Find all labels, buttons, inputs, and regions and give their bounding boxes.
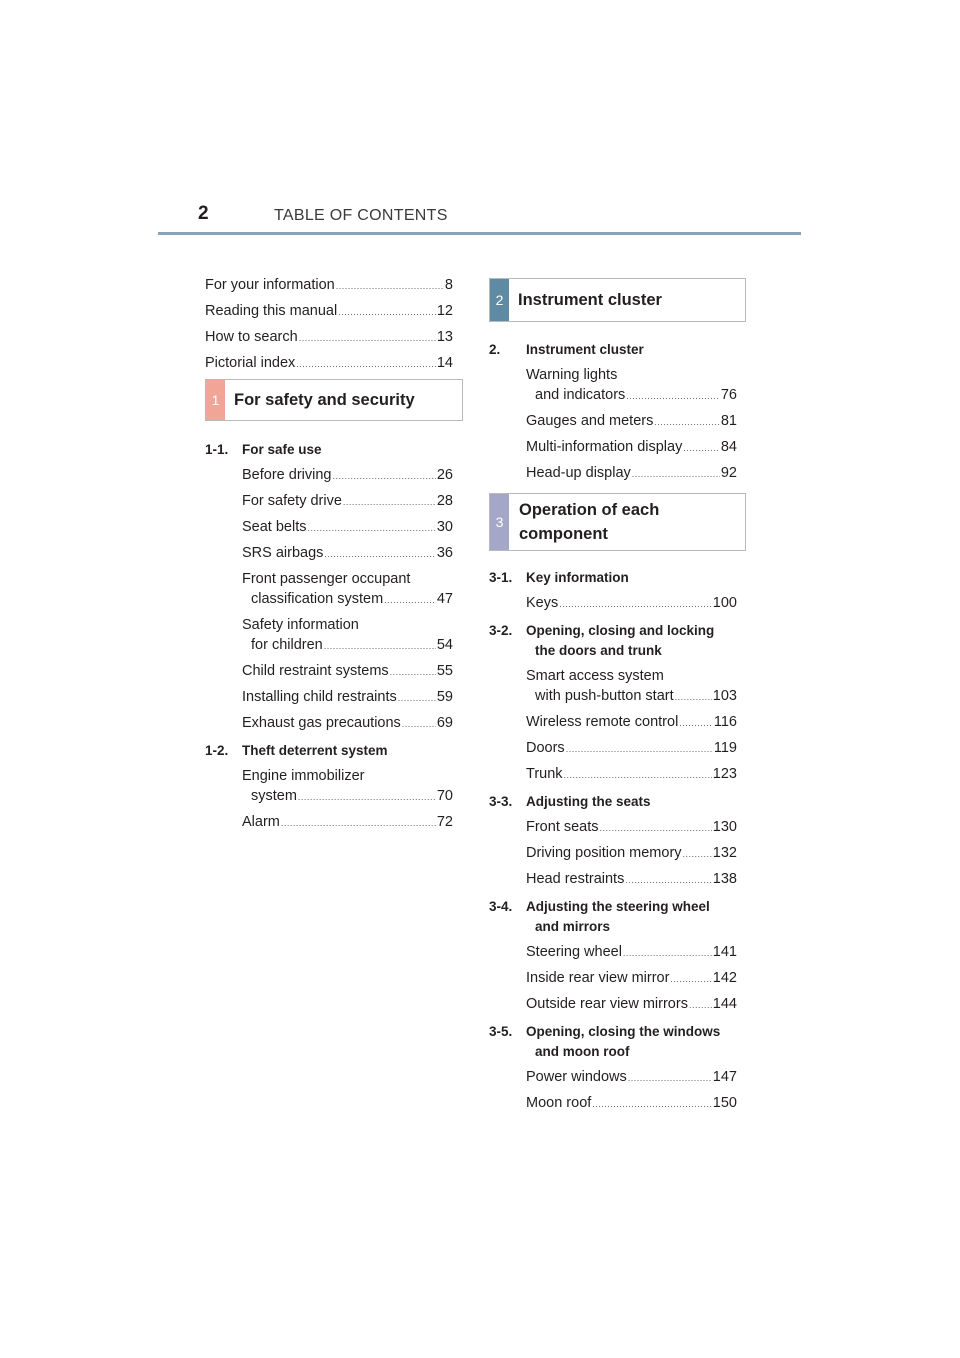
chapter-3-2 [489, 621, 746, 785]
toc-entry[interactable]: Head-up display ..... 92 [526, 463, 737, 484]
toc-entry[interactable]: Trunk ..... 123 [526, 764, 737, 785]
toc-entry[interactable]: Outside rear view mirrors ..... 144 [526, 994, 737, 1015]
section-title: Instrument cluster [518, 291, 662, 309]
toc-entry[interactable]: Safety information for children ..... 54 [242, 615, 453, 656]
section-title: For safety and security [234, 391, 415, 409]
section-header-3[interactable] [489, 493, 746, 551]
toc-entry[interactable]: Front passenger occupant classification system ..... 47 [242, 569, 453, 610]
chapter-3-3 [489, 792, 746, 890]
chapter-heading[interactable]: 3-1. Key information [489, 570, 629, 585]
header-rule [158, 232, 801, 235]
toc-entry[interactable]: Pictorial index ..... 14 [205, 353, 453, 374]
toc-entry[interactable]: How to search ..... 13 [205, 327, 453, 348]
toc-entry[interactable]: Warning lights and indicators ..... 76 [526, 365, 737, 406]
toc-entry[interactable]: Power windows ..... 147 [526, 1067, 737, 1088]
intro-list [205, 275, 453, 374]
chapter-heading[interactable]: 1-2. Theft deterrent system [205, 743, 388, 758]
section-title: Operation of each component [519, 501, 660, 543]
section-header-2[interactable] [489, 278, 746, 322]
toc-entry[interactable]: Doors ..... 119 [526, 738, 737, 759]
toc-entry[interactable]: Keys ..... 100 [526, 593, 737, 614]
toc-entry[interactable]: For safety drive ..... 28 [242, 491, 453, 512]
section-number-tab: 3 [490, 494, 509, 550]
toc-entry[interactable]: Smart access system with push-button start ..... 103 [526, 666, 737, 707]
toc-entry[interactable]: Child restraint systems ..... 55 [242, 661, 453, 682]
toc-entry[interactable]: Front seats ..... 130 [526, 817, 737, 838]
toc-entry[interactable]: SRS airbags ..... 36 [242, 543, 453, 564]
toc-entry[interactable]: Steering wheel ..... 141 [526, 942, 737, 963]
left-column [205, 275, 453, 833]
page-header-title: TABLE OF CONTENTS [274, 207, 448, 224]
toc-entry[interactable]: For your information ..... 8 [205, 275, 453, 296]
section-number-tab: 2 [490, 279, 509, 321]
chapter-heading[interactable]: 2. Instrument cluster [489, 342, 644, 357]
section-header-1[interactable] [205, 379, 463, 421]
chapter-1-1 [205, 440, 453, 734]
toc-entry[interactable]: Multi-information display ..... 84 [526, 437, 737, 458]
toc-entry[interactable]: Engine immobilizer system ..... 70 [242, 766, 453, 807]
toc-entry[interactable]: Inside rear view mirror ..... 142 [526, 968, 737, 989]
chapter-3-1 [489, 568, 746, 614]
chapter-1-2 [205, 741, 453, 833]
toc-entry[interactable]: Seat belts ..... 30 [242, 517, 453, 538]
toc-entry[interactable]: Exhaust gas precautions ..... 69 [242, 713, 453, 734]
page-number: 2 [198, 203, 209, 224]
chapter-3-5 [489, 1022, 746, 1114]
toc-entry[interactable]: Moon roof ..... 150 [526, 1093, 737, 1114]
section-number-tab: 1 [206, 380, 225, 420]
toc-entry[interactable]: Installing child restraints ..... 59 [242, 687, 453, 708]
chapter-2 [489, 340, 746, 484]
right-column [489, 278, 746, 1114]
toc-entry[interactable]: Wireless remote control ..... 116 [526, 712, 737, 733]
chapter-heading[interactable]: 3-4. Adjusting the steering wheel and mirrors [489, 899, 710, 934]
toc-entry[interactable]: Before driving ..... 26 [242, 465, 453, 486]
chapter-heading[interactable]: 3-3. Adjusting the seats [489, 794, 651, 809]
toc-entry[interactable]: Alarm ..... 72 [242, 812, 453, 833]
chapter-3-4 [489, 897, 746, 1015]
chapter-heading[interactable]: 3-5. Opening, closing the windows and moon roof [489, 1024, 721, 1059]
toc-entry[interactable]: Driving position memory ..... 132 [526, 843, 737, 864]
toc-entry[interactable]: Gauges and meters ..... 81 [526, 411, 737, 432]
chapter-heading[interactable]: 3-2. Opening, closing and locking the doors and trunk [489, 623, 715, 658]
toc-entry[interactable]: Head restraints ..... 138 [526, 869, 737, 890]
toc-entry[interactable]: Reading this manual ..... 12 [205, 301, 453, 322]
chapter-heading[interactable]: 1-1. For safe use [205, 442, 322, 457]
